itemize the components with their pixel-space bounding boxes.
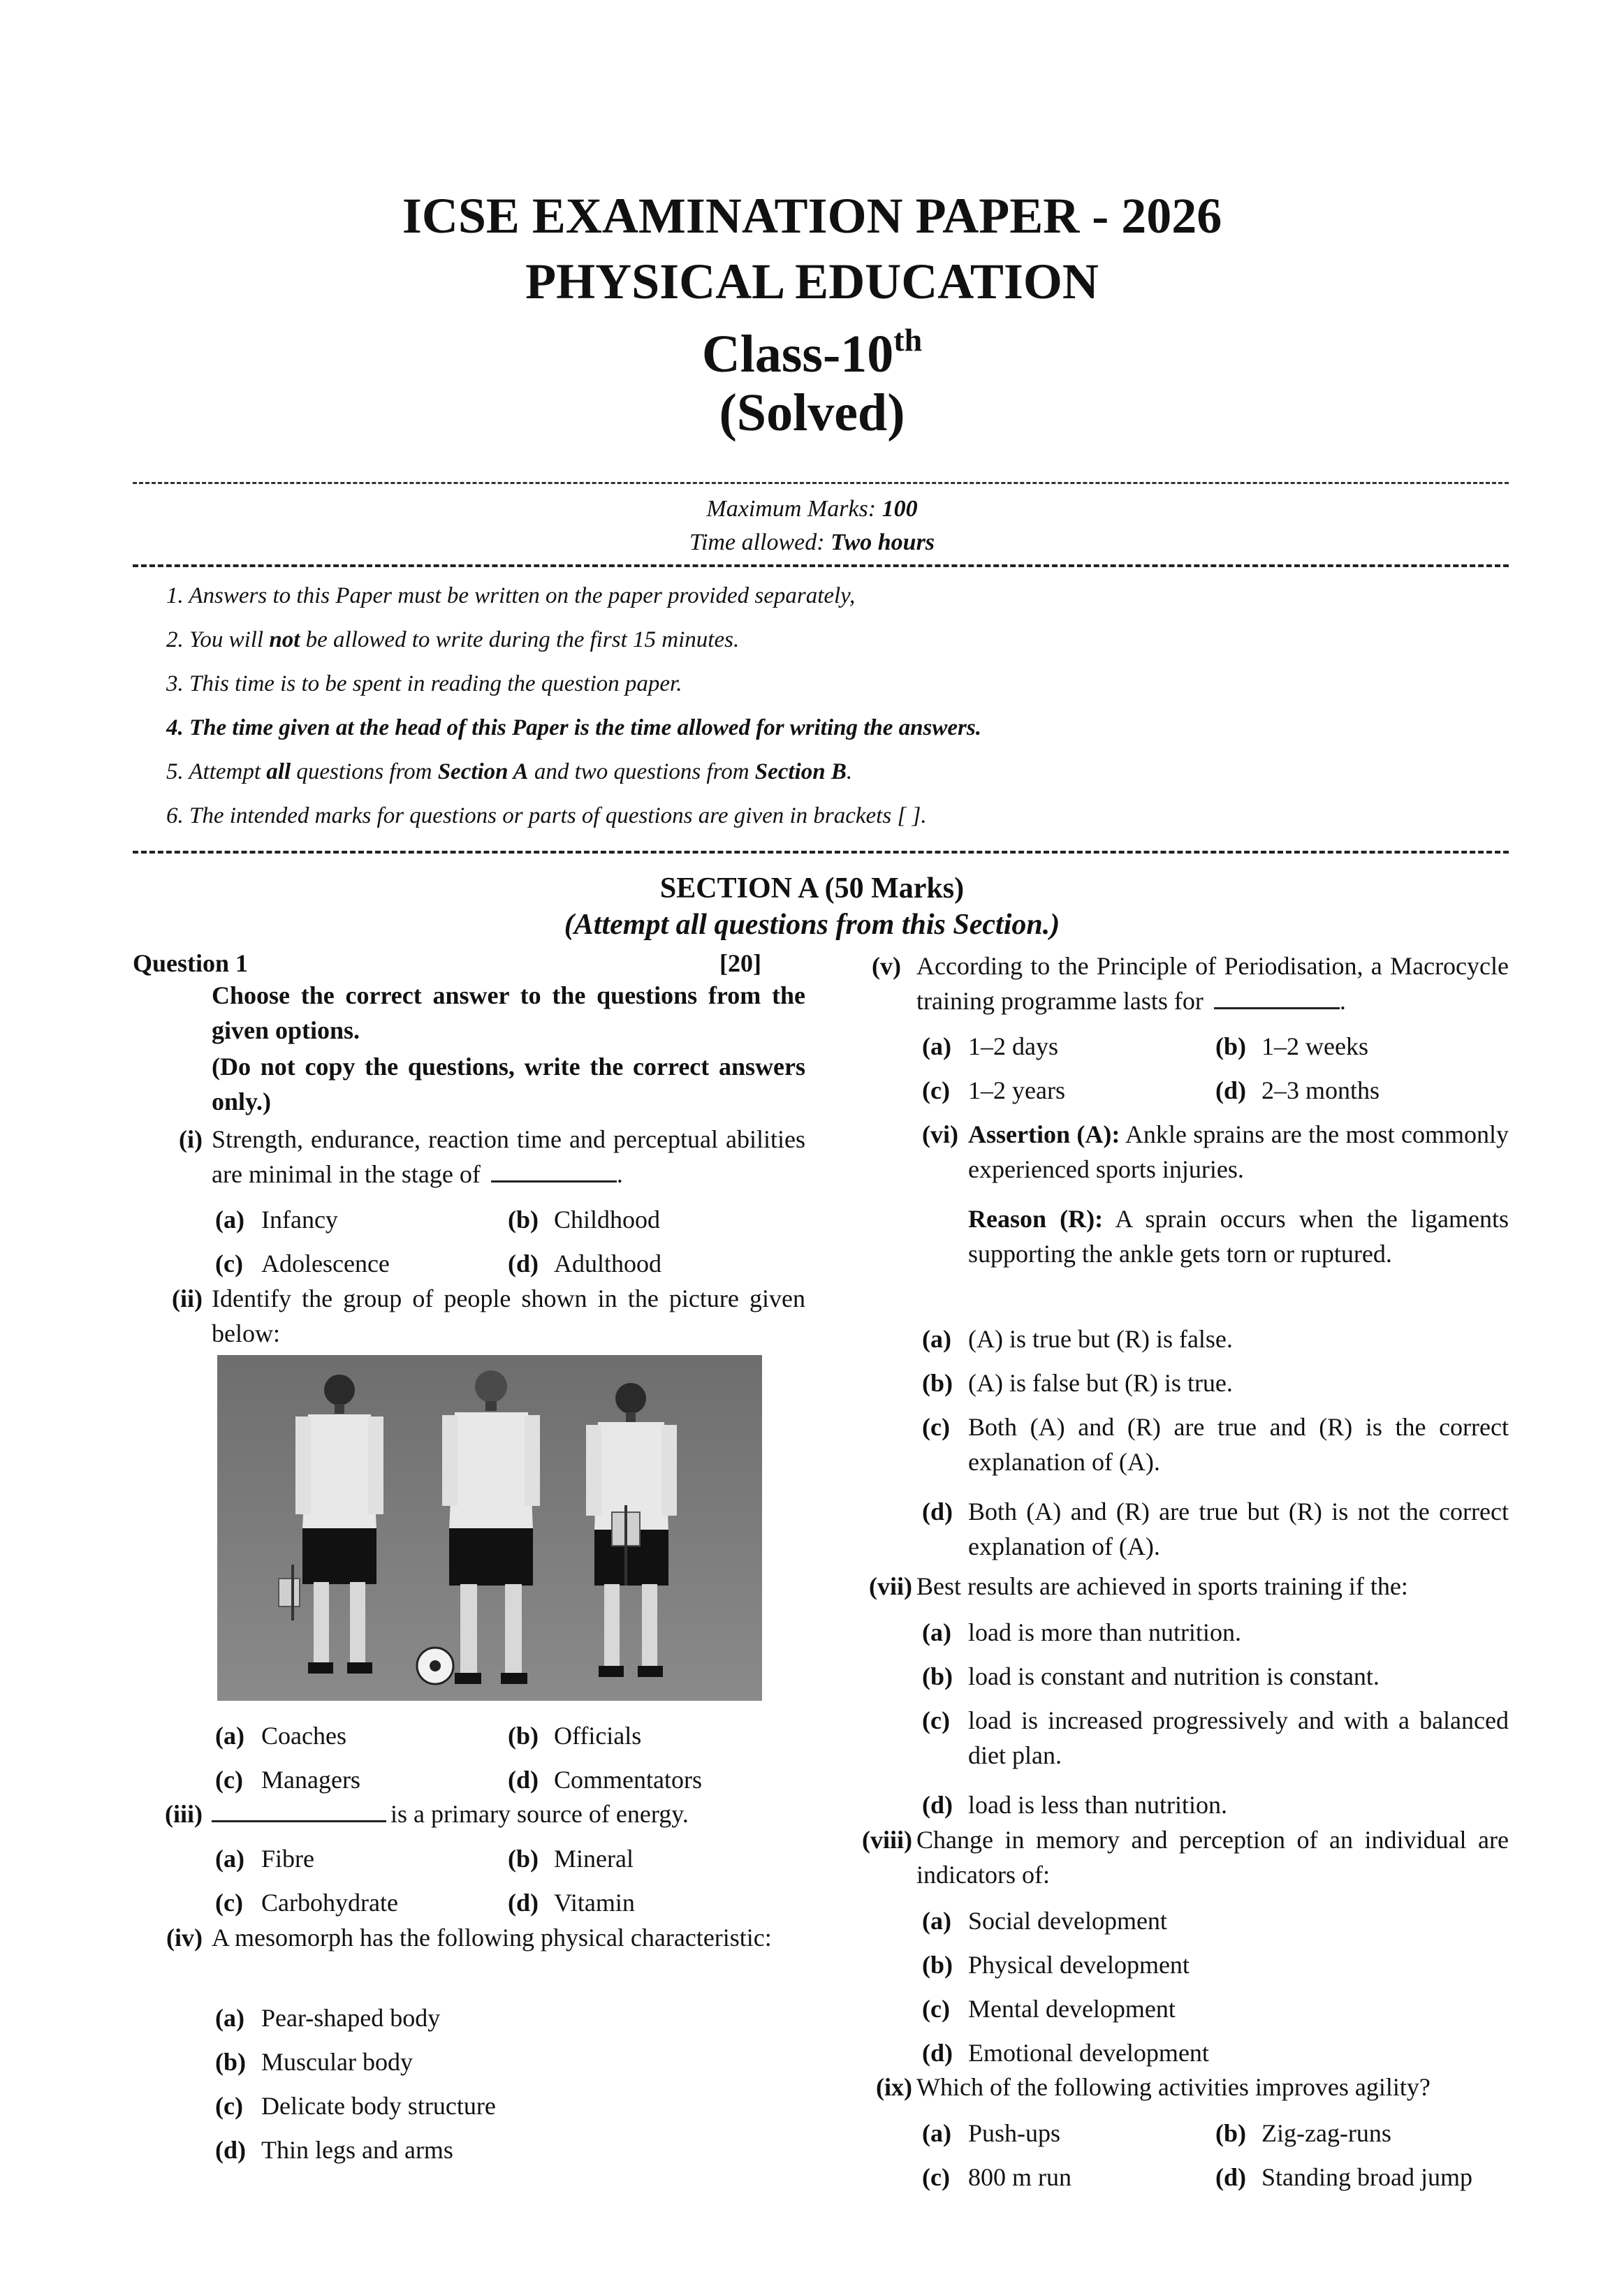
assertion-label: Assertion (A):: [968, 1120, 1120, 1148]
q-iii-option-a: [215, 1841, 314, 1876]
option-letter: (c): [922, 2163, 950, 2191]
option-text: 1–2 years: [968, 1076, 1065, 1104]
option-text: Standing broad jump: [1261, 2163, 1472, 2191]
q-iv-text: A mesomorph has the following physical characteristic:: [212, 1924, 772, 1952]
option-letter: (b): [922, 1662, 953, 1690]
option-letter: (b): [1215, 2119, 1246, 2147]
option-text: Mental development: [968, 1995, 1176, 2023]
referees-illustration: [217, 1355, 762, 1701]
q-iv-option-c: [215, 2088, 496, 2123]
option-text: (A) is false but (R) is true.: [968, 1369, 1233, 1397]
option-text: 800 m run: [968, 2163, 1071, 2191]
q-iii-option-b: [508, 1841, 634, 1876]
option-text: Managers: [261, 1766, 360, 1794]
option-letter: (a): [922, 1032, 951, 1060]
option-letter: (d): [922, 1791, 953, 1819]
question-1-note: (Do not copy the questions, write the correct answers only.): [212, 1053, 805, 1115]
answer-blank: [212, 1798, 386, 1822]
option-letter: (d): [508, 1889, 539, 1917]
q-viii-option-a: [922, 1903, 1167, 1938]
option-text: load is more than nutrition.: [968, 1618, 1241, 1646]
option-letter: (b): [508, 1206, 539, 1233]
option-letter: (c): [215, 1889, 243, 1917]
option-text: Delicate body structure: [261, 2092, 496, 2120]
option-text: Vitamin: [554, 1889, 635, 1917]
q-vi-option-c-letter: [922, 1410, 968, 1444]
q-vii-option-a: [922, 1615, 1241, 1650]
assertion-text: Ankle sprains are the most commonly experienced sports injuries.: [968, 1120, 1509, 1183]
instruction-5-part: and two questions from: [528, 759, 755, 784]
answer-blank: [1214, 985, 1340, 1009]
instruction-5-part: 5. Attempt: [166, 759, 267, 784]
q-vii-option-c: load is increased progressively and with a balanced diet plan.: [968, 1706, 1509, 1769]
option-text: Physical development: [968, 1951, 1190, 1979]
answer-blank: [491, 1158, 617, 1183]
q-vi-assertion: [968, 1117, 1509, 1187]
option-letter: (d): [922, 1498, 953, 1525]
exam-title: ICSE EXAMINATION PAPER - 2026: [402, 188, 1222, 244]
q-iv-option-b: [215, 2044, 413, 2079]
class-label: Class-10: [701, 325, 894, 383]
option-text: Carbohydrate: [261, 1889, 398, 1917]
option-letter: (a): [922, 1907, 951, 1935]
instruction-2-part: be allowed to write during the first 15 minutes.: [300, 627, 740, 652]
reason-label: Reason (R):: [968, 1205, 1104, 1233]
q-iv-number: (iv): [166, 1924, 203, 1952]
instruction-5-part: .: [846, 759, 853, 784]
option-text: load is constant and nutrition is constant.: [968, 1662, 1380, 1690]
option-letter: (b): [922, 1951, 953, 1979]
option-letter: (b): [508, 1722, 539, 1750]
q-iii-text: [212, 1796, 805, 1831]
q-vi-reason: [968, 1201, 1509, 1271]
option-letter: (a): [922, 2119, 951, 2147]
option-letter: (c): [922, 1706, 950, 1734]
option-text: Infancy: [261, 1206, 338, 1233]
q-viii-option-d: [922, 2035, 1209, 2070]
max-marks-label: Maximum Marks:: [706, 496, 882, 522]
q-i-number: (i): [179, 1125, 203, 1153]
q-v-option-d: [1215, 1073, 1380, 1108]
q-viii-text: Change in memory and perception of an individual are indicators of:: [916, 1826, 1509, 1889]
q-iii-option-c: [215, 1885, 398, 1920]
option-text: 1–2 weeks: [1261, 1032, 1368, 1060]
option-text: (A) is true but (R) is false.: [968, 1325, 1233, 1353]
option-letter: (c): [215, 1766, 243, 1794]
instruction-1: 1. Answers to this Paper must be written on the paper provided separately,: [166, 583, 856, 608]
instruction-4: 4. The time given at the head of this Paper is the time allowed for writing the answers.: [166, 715, 981, 740]
option-text: Push-ups: [968, 2119, 1061, 2147]
option-text: Pear-shaped body: [261, 2004, 441, 2032]
option-text: Emotional development: [968, 2039, 1209, 2067]
option-text: Zig-zag-runs: [1261, 2119, 1391, 2147]
q-v-text: [916, 949, 1509, 1018]
option-letter: (a): [922, 1618, 951, 1646]
q-viii-option-b: [922, 1947, 1190, 1982]
instruction-5-emphasis: all: [266, 759, 291, 784]
q-v-end: .: [1339, 987, 1346, 1015]
q-iii-stem: is a primary source of energy.: [390, 1800, 689, 1828]
max-marks: [0, 496, 1624, 522]
q-i-text: [212, 1122, 805, 1192]
instruction-5-part: questions from: [291, 759, 438, 784]
instruction-5: [166, 759, 852, 785]
question-1-marks: [20]: [719, 949, 761, 977]
option-text: Adulthood: [554, 1250, 662, 1278]
option-letter: (d): [1215, 2163, 1246, 2191]
q-v-option-b: [1215, 1029, 1368, 1064]
option-letter: (a): [922, 1325, 951, 1353]
option-letter: (c): [215, 2092, 243, 2120]
option-text: 1–2 days: [968, 1032, 1058, 1060]
option-letter: (d): [1215, 1076, 1246, 1104]
class-superscript: th: [893, 322, 923, 358]
option-text: Adolescence: [261, 1250, 390, 1278]
option-text: Fibre: [261, 1845, 314, 1873]
option-text: load is less than nutrition.: [968, 1791, 1227, 1819]
q-ii-option-d: [508, 1762, 702, 1797]
option-letter: (a): [215, 1206, 244, 1233]
q-i-option-a: [215, 1202, 338, 1237]
option-letter: (b): [922, 1369, 953, 1397]
option-letter: (c): [215, 1250, 243, 1278]
divider-mid: [133, 564, 1509, 567]
option-letter: (d): [508, 1250, 539, 1278]
option-text: 2–3 months: [1261, 1076, 1380, 1104]
q-ix-number: (ix): [876, 2073, 912, 2101]
q-vii-text: Best results are achieved in sports training if the:: [916, 1572, 1408, 1600]
q-i-option-b: [508, 1202, 660, 1237]
q-vi-option-b: [922, 1366, 1233, 1400]
option-letter: (d): [215, 2136, 246, 2164]
time-allowed-value: Two hours: [831, 529, 935, 555]
q-vi-option-c: Both (A) and (R) are true and (R) is the correct explanation of (A).: [968, 1413, 1509, 1476]
q-ix-option-c: [922, 2160, 1071, 2195]
q-v-option-a: [922, 1029, 1058, 1064]
q-viii-option-c: [922, 1991, 1176, 2026]
option-text: Coaches: [261, 1722, 346, 1750]
q-iii-number: (iii): [165, 1800, 203, 1828]
option-letter: (a): [215, 2004, 244, 2032]
option-letter: (b): [215, 2048, 246, 2076]
q-i-option-c: [215, 1246, 390, 1281]
q-vii-option-c-letter: [922, 1703, 968, 1738]
option-text: Mineral: [554, 1845, 634, 1873]
q-vi-option-d-letter: [922, 1494, 968, 1529]
option-text: Childhood: [554, 1206, 661, 1233]
q-v-number: (v): [872, 952, 901, 980]
q-vii-option-b: [922, 1659, 1380, 1694]
q-vi-number: (vi): [922, 1120, 958, 1148]
q-v-stem: According to the Principle of Periodisation, a Macrocycle training programme lasts for: [916, 952, 1509, 1015]
q-vii-option-d: [922, 1787, 1227, 1822]
divider-top: [133, 482, 1509, 484]
time-allowed-label: Time allowed:: [689, 529, 831, 555]
q-iv-option-d: [215, 2132, 453, 2167]
option-letter: (c): [922, 1413, 950, 1441]
q-ii-text: Identify the group of people shown in the picture given below:: [212, 1284, 805, 1347]
option-letter: (b): [508, 1845, 539, 1873]
option-text: Commentators: [554, 1766, 702, 1794]
q-ii-option-c: [215, 1762, 360, 1797]
q-i-stem: Strength, endurance, reaction time and perceptual abilities are minimal in the stage of: [212, 1125, 805, 1188]
q-v-option-c: [922, 1073, 1065, 1108]
time-allowed: [0, 529, 1624, 556]
q-ii-number: (ii): [172, 1284, 203, 1312]
divider-bottom: [133, 851, 1509, 854]
q-iii-option-d: [508, 1885, 635, 1920]
q-ix-option-a: [922, 2116, 1060, 2151]
reason-text: A sprain occurs when the ligaments supporting the ankle gets torn or ruptured.: [968, 1205, 1509, 1268]
q-vi-option-a: [922, 1322, 1233, 1356]
section-subtitle: (Attempt all questions from this Section.): [564, 909, 1060, 941]
instruction-6: 6. The intended marks for questions or parts of questions are given in brackets [ ].: [166, 803, 927, 828]
section-title: SECTION A (50 Marks): [659, 872, 965, 905]
option-text: Social development: [968, 1907, 1167, 1935]
option-letter: (b): [1215, 1032, 1246, 1060]
q-iv-option-a: [215, 2000, 440, 2035]
q-vii-number: (vii): [869, 1572, 912, 1600]
question-1-instruction: Choose the correct answer to the questions from the given options.: [212, 981, 805, 1044]
q-ix-option-d: [1215, 2160, 1472, 2195]
instruction-3: 3. This time is to be spent in reading the question paper.: [166, 671, 682, 696]
instruction-5-emphasis: Section A: [437, 759, 529, 784]
q-i-end: .: [616, 1160, 623, 1188]
instruction-2-emphasis: not: [269, 627, 300, 652]
option-text: Officials: [554, 1722, 642, 1750]
option-text: Thin legs and arms: [261, 2136, 453, 2164]
instruction-2: [166, 627, 739, 653]
class-title: [0, 321, 1624, 385]
max-marks-value: 100: [882, 496, 918, 522]
option-letter: (d): [922, 2039, 953, 2067]
option-letter: (c): [922, 1995, 950, 2023]
solved-label: (Solved): [719, 383, 905, 442]
option-letter: (a): [215, 1845, 244, 1873]
instruction-5-emphasis: Section B: [754, 759, 847, 784]
instruction-2-part: 2. You will: [166, 627, 270, 652]
subject-title: PHYSICAL EDUCATION: [525, 254, 1099, 309]
option-letter: (c): [922, 1076, 950, 1104]
q-ix-option-b: [1215, 2116, 1391, 2151]
option-letter: (a): [215, 1722, 244, 1750]
question-1-label: Question 1: [133, 949, 249, 977]
referees-photo: [217, 1355, 762, 1701]
q-ii-option-b: [508, 1718, 641, 1753]
q-i-option-d: [508, 1246, 661, 1281]
q-ix-text: Which of the following activities improves agility?: [916, 2073, 1431, 2101]
q-ii-option-a: [215, 1718, 346, 1753]
q-viii-number: (viii): [862, 1826, 912, 1854]
option-letter: (d): [508, 1766, 539, 1794]
option-text: Muscular body: [261, 2048, 413, 2076]
q-vi-option-d: Both (A) and (R) are true but (R) is not the correct explanation of (A).: [968, 1498, 1509, 1560]
